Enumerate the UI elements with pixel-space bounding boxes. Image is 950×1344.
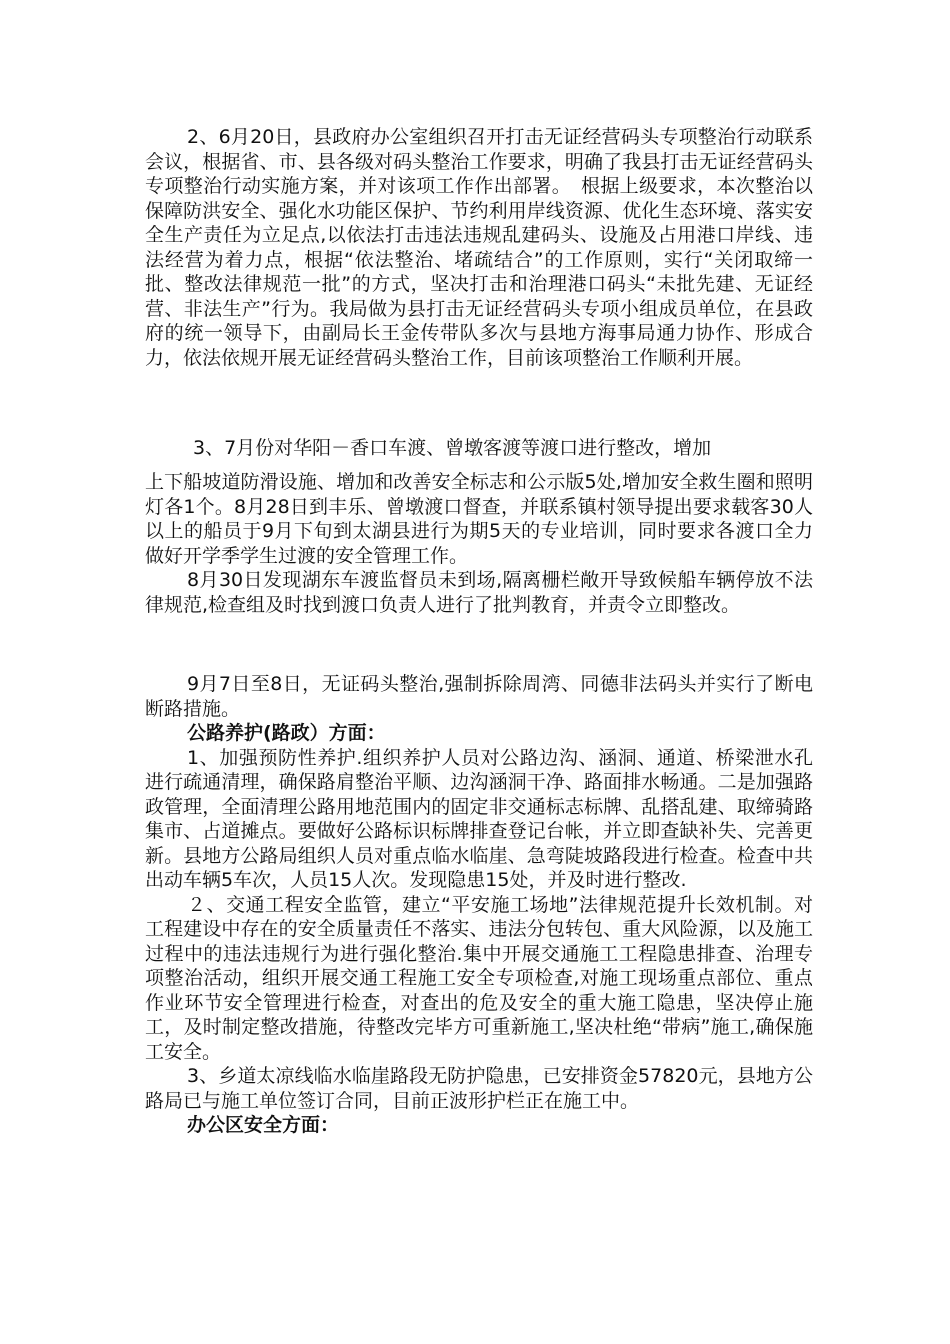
- paragraph-2-rest: 上下船坡道防滑设施、增加和改善安全标志和公示版5处,增加安全救生圈和照明灯各1个。8月28日到丰乐、曾墩渡口督查，并联系镇村领导提出要求载客30人以上的船员于9月下旬到太湖县进行为期5天的专业培训，同时要求各渡口全力做好开学季学生过渡的安全管理工作。: [145, 471, 813, 567]
- paragraph-ferry-rest: [145, 470, 813, 617]
- paragraph-3: 8月30日发现湖东车渡监督员未到场,隔离栅栏敞开导致候船车辆停放不法律规范,检查组及时找到渡口负责人进行了批判教育，并责令立即整改。: [145, 569, 813, 616]
- paragraph-6: ２、交通工程安全监管，建立“平安施工场地”法律规范提升长效机制。对工程建设中存在的安全质量责任不落实、违法分包转包、重大风险源，以及施工过程中的违法违规行为进行强化整治.集中开展交通施工工程隐患排查、治理专项整治活动，组织开展交通工程施工安全专项检查,对施工现场重点部位、重点作业环节安全管理进行检查，对查出的危及安全的重大施工隐患，坚决停止施工，及时制定整改措施，待整改完毕方可重新施工,坚决杜绝“带病”施工,确保施工安全。: [145, 893, 813, 1063]
- paragraph-1: 2、6月20日，县政府办公室组织召开打击无证经营码头专项整治行动联系会议，根据省、市、县各级对码头整治工作要求，明确了我县打击无证经营码头专项整治行动实施方案，并对该项工作作出部署。 根据上级要求，本次整治以保障防洪安全、强化水功能区保护、节约利用岸线资源、优化生态环境、落实安全生产责任为立足点,以依法打击违法违规乱建码头、设施及占用港口岸线、违法经营为着力点，根据“依法整治、堵疏结合”的工作原则，实行“关闭取缔一批、整改法律规范一批”的方式，坚决打击和治理港口码头“未批先建、无证经营、非法生产”行为。我局做为县打击无证经营码头专项小组成员单位，在县政府的统一领导下，由副局长王金传带队多次与县地方海事局通力协作、形成合力，依法依规开展无证经营码头整治工作，目前该项整治工作顺利开展。: [145, 126, 813, 369]
- paragraph-road-section: [145, 672, 813, 1138]
- heading-office-safety: 办公区安全方面：: [187, 1114, 340, 1136]
- paragraph-wharf-rectification: [145, 125, 813, 370]
- paragraph-7: 3、乡道太凉线临水临崖路段无防护隐患，已安排资金57820元，县地方公路局已与施工单位签订合同，目前正波形护栏正在施工中。: [145, 1065, 813, 1112]
- heading-road-maintenance: 公路养护(路政）方面：: [187, 722, 386, 744]
- paragraph-ferry-first-line: [145, 436, 813, 461]
- paragraph-2-first-line: 3、7月份对华阳－香口车渡、曾墩客渡等渡口进行整改，增加: [193, 437, 712, 459]
- paragraph-4: 9月7日至8日，无证码头整治,强制拆除周湾、同德非法码头并实行了断电断路措施。: [145, 673, 813, 720]
- paragraph-5: 1、加强预防性养护.组织养护人员对公路边沟、涵洞、通道、桥梁泄水孔进行疏通清理，确保路肩整治平顺、边沟涵洞干净、路面排水畅通。二是加强路政管理，全面清理公路用地范围内的固定非交通标志标牌、乱搭乱建、取缔骑路集市、占道摊点。要做好公路标识标牌排查登记台帐，并立即查缺补失、完善更新。县地方公路局组织人员对重点临水临崖、急弯陡坡路段进行检查。检查中共出动车辆5车次，人员15人次。发现隐患15处，并及时进行整改.: [145, 746, 813, 891]
